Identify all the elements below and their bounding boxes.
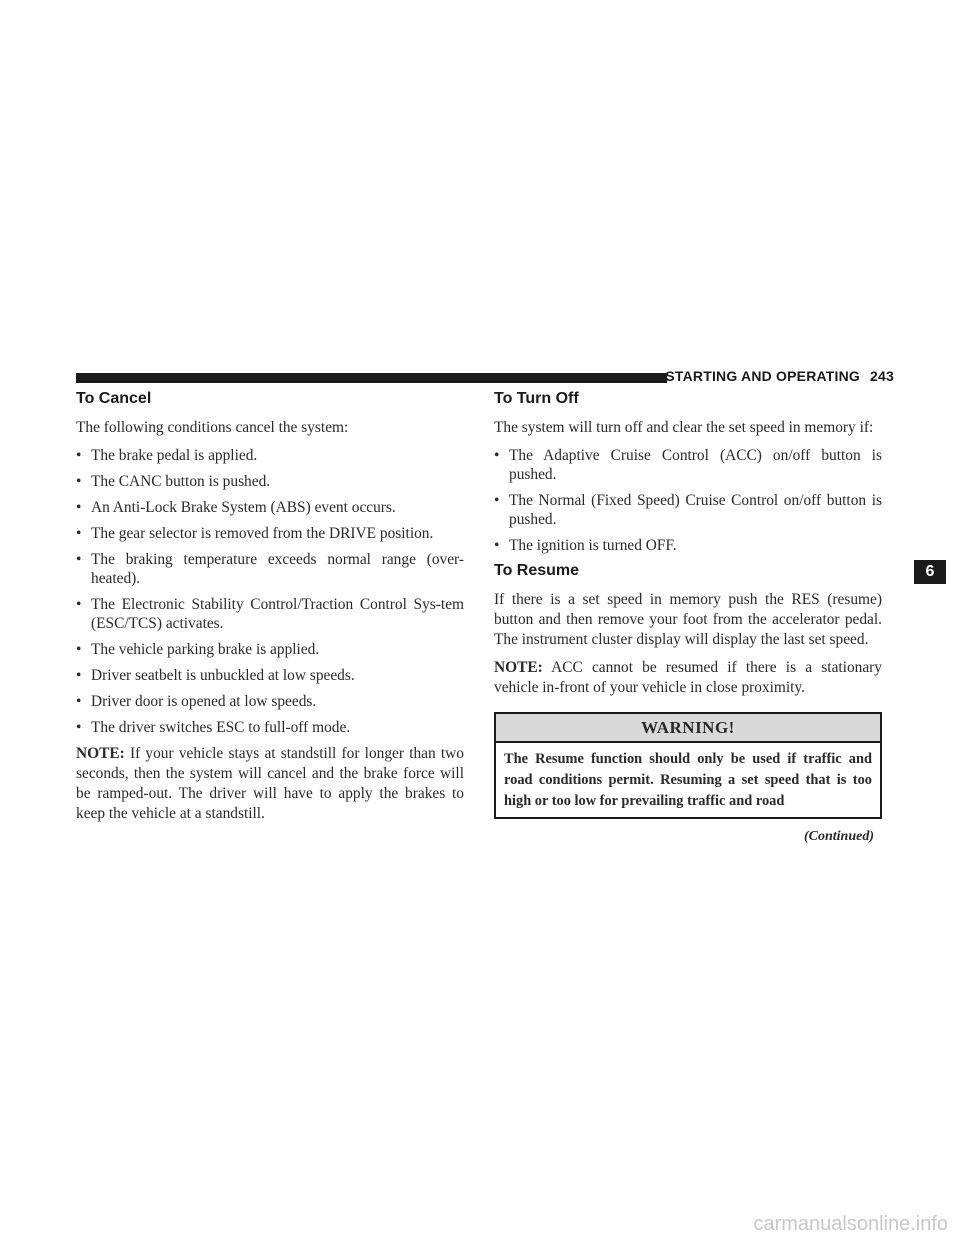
to-resume-heading: To Resume <box>494 562 580 579</box>
chapter-tab: 6 <box>914 560 946 584</box>
note-label: NOTE: <box>494 659 543 676</box>
list-item: • The Normal (Fixed Speed) Cruise Control on/off button is pushed. <box>494 492 882 528</box>
to-turn-off-heading: To Turn Off <box>494 390 579 407</box>
turn-off-intro: The system will turn off and clear the set speed in memory if: <box>494 419 874 436</box>
bullet-icon: • <box>76 447 82 464</box>
list-item: • The Electronic Stability Control/Traction Control Sys-tem (ESC/TCS) activates. <box>76 596 464 632</box>
continued-label: (Continued) <box>803 829 874 844</box>
resume-note <box>494 658 882 698</box>
list-item: • An Anti-Lock Brake System (ABS) event occurs. <box>76 499 396 516</box>
bullet-icon: • <box>76 693 82 710</box>
left-column <box>76 390 464 832</box>
list-item: • Driver door is opened at low speeds. <box>76 693 317 710</box>
bullet-icon: • <box>76 525 82 542</box>
bullet-icon: • <box>76 499 82 516</box>
bullet-icon: • <box>494 447 500 464</box>
bullet-icon: • <box>76 551 82 568</box>
list-item: • The vehicle parking brake is applied. <box>76 641 320 658</box>
section-title: STARTING AND OPERATING <box>665 368 861 384</box>
note-text: If your vehicle stays at standstill for longer than two seconds, then the system will cancel and the brake force will be ramped-out. The driver will have to apply the brakes to keep the vehicle at a standstill. <box>76 745 464 822</box>
list-item: • The driver switches ESC to full-off mode. <box>76 719 351 736</box>
list-item: • The CANC button is pushed. <box>76 473 271 490</box>
note-text: ACC cannot be resumed if there is a stationary vehicle in-front of your vehicle in close proximity. <box>494 659 882 696</box>
cancel-note <box>76 744 464 824</box>
bullet-icon: • <box>76 641 82 658</box>
watermark: carmanualsonline.info <box>753 1213 948 1235</box>
turn-off-conditions-list <box>494 446 882 555</box>
resume-text: If there is a set speed in memory push the RES (resume) button and then remove your foot from the accelerator pedal. The instrument cluster display will display the last set speed. <box>494 591 882 648</box>
list-item: • The brake pedal is applied. <box>76 447 258 464</box>
header-rule <box>76 373 667 383</box>
cancel-intro: The following conditions cancel the system: <box>76 419 349 436</box>
list-item: • The Adaptive Cruise Control (ACC) on/off button is pushed. <box>494 447 882 483</box>
warning-title: WARNING! <box>496 714 880 743</box>
list-item: • The ignition is turned OFF. <box>494 537 677 554</box>
list-item: • Driver seatbelt is unbuckled at low speeds. <box>76 667 355 684</box>
list-item: • The braking temperature exceeds normal range (over-heated). <box>76 551 464 587</box>
note-label: NOTE: <box>76 745 125 762</box>
bullet-icon: • <box>76 596 82 613</box>
list-item: • The gear selector is removed from the DRIVE position. <box>76 525 434 542</box>
warning-box <box>494 712 882 819</box>
warning-text: The Resume function should only be used if traffic and road conditions permit. Resuming a set speed that is too high or too low for prevailing traffic and road <box>504 751 872 809</box>
page-header <box>665 368 894 384</box>
bullet-icon: • <box>76 667 82 684</box>
bullet-icon: • <box>494 492 500 509</box>
right-column <box>494 390 882 845</box>
to-cancel-heading: To Cancel <box>76 390 152 407</box>
bullet-icon: • <box>76 719 82 736</box>
bullet-icon: • <box>494 537 500 554</box>
bullet-icon: • <box>76 473 82 490</box>
page-number: 243 <box>870 368 894 384</box>
cancel-conditions-list <box>76 446 464 737</box>
